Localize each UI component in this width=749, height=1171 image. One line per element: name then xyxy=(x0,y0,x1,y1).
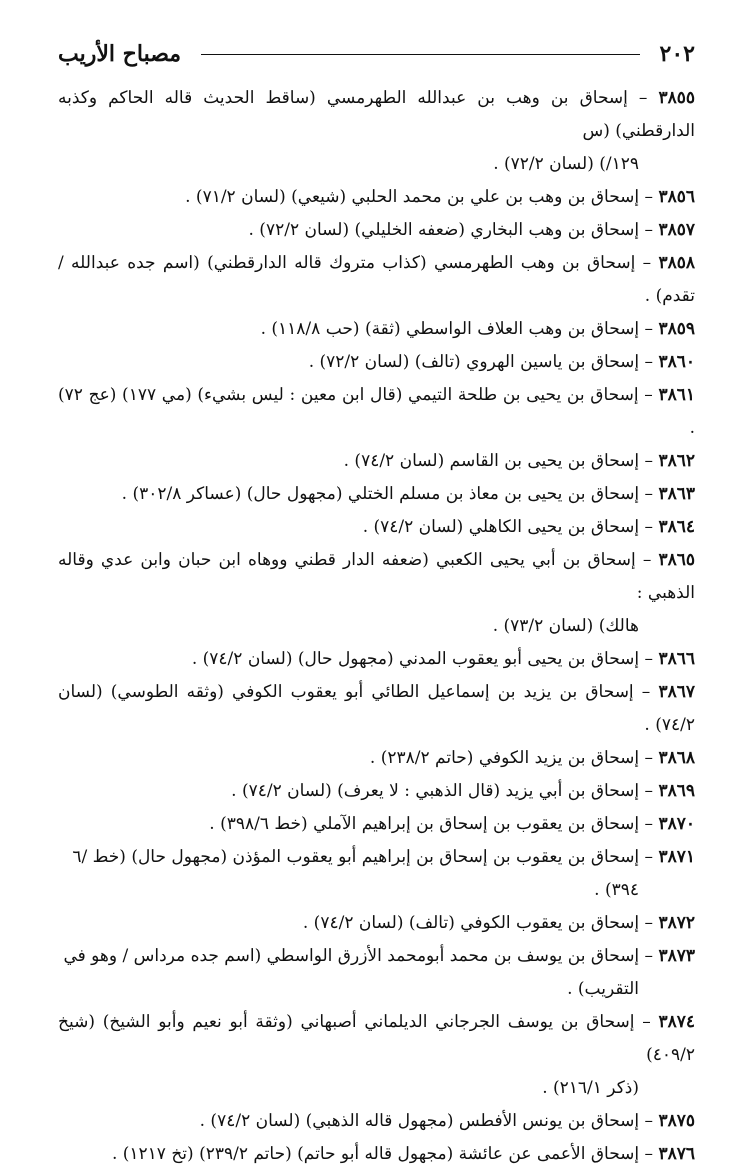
entry-item: ٣٨٥٥ – إسحاق بن وهب بن عبدالله الطهرمسي (ساقط الحديث قاله الحاكم وكذبه الدارقطني) (س ١٢٩/) (لسان ٧٢/٢) . xyxy=(58,82,695,181)
entry-text: إسحاق بن يعقوب الكوفي (تالف) (لسان ٧٤/٢) . xyxy=(302,913,640,933)
entry-text: إسحاق بن أبي يزيد (قال الذهبي : لا يعرف) (لسان ٧٤/٢) . xyxy=(231,781,640,801)
page-number: ٢٠٢ xyxy=(659,41,695,67)
header-rule xyxy=(201,54,639,55)
entry-text: إسحاق بن يعقوب بن إسحاق بن إبراهيم الآملي (خط ٣٩٨/٦) . xyxy=(209,814,640,834)
entry-text: إسحاق بن وهب البخاري (ضعفه الخليلي) (لسان ٧٢/٢) . xyxy=(248,220,640,240)
entry-item: ٣٨٥٩ – إسحاق بن وهب العلاف الواسطي (ثقة) (حب ١١٨/٨) . xyxy=(260,319,695,339)
entry-text: إسحاق بن يحيى بن معاذ بن مسلم الختلي (مجهول حال) (عساكر ٣٠٢/٨) . xyxy=(121,484,640,504)
entry-item: ٣٨٦٩ – إسحاق بن أبي يزيد (قال الذهبي : لا يعرف) (لسان ٧٤/٢) . xyxy=(231,781,695,801)
entry-number: ٣٨٦٣ xyxy=(658,484,695,504)
entry-item: ٣٨٦٦ – إسحاق بن يحيى أبو يعقوب المدني (مجهول حال) (لسان ٧٤/٢) . xyxy=(191,649,695,669)
entry-text: إسحاق بن يحيى أبو يعقوب المدني (مجهول حال) (لسان ٧٤/٢) . xyxy=(191,649,640,669)
entry-item: ٣٨٦٨ – إسحاق بن يزيد الكوفي (حاتم ٢٣٨/٢) . xyxy=(369,748,695,768)
entry-number: ٣٨٦٠ xyxy=(658,352,695,372)
entry-item: ٣٨٧٢ – إسحاق بن يعقوب الكوفي (تالف) (لسان ٧٤/٢) . xyxy=(302,913,695,933)
entry-item: ٣٨٥٨ – إسحاق بن وهب الطهرمسي (كذاب متروك قاله الدارقطني) (اسم جده عبدالله / تقدم) . xyxy=(58,253,695,306)
entry-number: ٣٨٧١ xyxy=(658,847,695,867)
entry-number: ٣٨٥٦ xyxy=(658,187,695,207)
entry-number: ٣٨٥٩ xyxy=(658,319,695,339)
entry-number: ٣٨٦٥ xyxy=(658,550,695,570)
entry-number: ٣٨٦٩ xyxy=(658,781,695,801)
entry-number: ٣٨٧٠ xyxy=(658,814,695,834)
entry-continuation: التقريب) . xyxy=(567,979,639,999)
entry-text: إسحاق بن ياسين الهروي (تالف) (لسان ٧٢/٢) . xyxy=(308,352,640,372)
entry-item: ٣٨٧٠ – إسحاق بن يعقوب بن إسحاق بن إبراهيم الآملي (خط ٣٩٨/٦) . xyxy=(209,814,695,834)
entry-item: ٣٨٧٦ – إسحاق الأعمى عن عائشة (مجهول قاله أبو حاتم) (حاتم ٢٣٩/٢) (تخ ١٢١٧) . xyxy=(111,1144,695,1164)
entry-text: إسحاق بن وهب بن علي بن محمد الحلبي (شيعي) (لسان ٧١/٢) . xyxy=(185,187,640,207)
entry-number: ٣٨٦١ xyxy=(658,385,695,405)
entry-text: إسحاق بن وهب بن عبدالله الطهرمسي (ساقط الحديث قاله الحاكم وكذبه الدارقطني) (س xyxy=(58,88,695,141)
entry-continuation: هالك) (لسان ٧٣/٢) . xyxy=(492,616,639,636)
entry-item: ٣٨٦٥ – إسحاق بن أبي يحيى الكعبي (ضعفه الدار قطني ووهاه ابن حبان وابن عدي وقاله الذهبي : هالك) (لسان ٧٣/٢) . xyxy=(58,544,695,643)
entry-item: ٣٨٧٤ – إسحاق بن يوسف الجرجاني الديلماني أصبهاني (وثقة أبو نعيم وأبو الشيخ) (شيخ ٤٠٩/٢) (ذكر ٢١٦/١) . xyxy=(58,1006,695,1105)
entry-number: ٣٨٦٤ xyxy=(658,517,695,537)
entry-continuation: ٣٩٤) . xyxy=(594,880,639,900)
entry-list xyxy=(58,82,695,1171)
entry-text: إسحاق بن يحيى بن القاسم (لسان ٧٤/٢) . xyxy=(343,451,640,471)
book-title: مصباح الأريب xyxy=(58,41,182,67)
entry-continuation: (ذكر ٢١٦/١) . xyxy=(542,1078,639,1098)
entry-item: ٣٨٦٧ – إسحاق بن يزيد بن إسماعيل الطائي أبو يعقوب الكوفي (وثقه الطوسي) (لسان ٧٤/٢) . xyxy=(58,682,695,735)
page-header xyxy=(58,34,695,74)
entry-item: ٣٨٦٠ – إسحاق بن ياسين الهروي (تالف) (لسان ٧٢/٢) . xyxy=(308,352,695,372)
entry-number: ٣٨٦٢ xyxy=(658,451,695,471)
entry-text: إسحاق بن يزيد الكوفي (حاتم ٢٣٨/٢) . xyxy=(369,748,640,768)
entry-text: إسحاق بن أبي يحيى الكعبي (ضعفه الدار قطني ووهاه ابن حبان وابن عدي وقاله الذهبي : xyxy=(58,550,695,603)
entry-text: إسحاق بن يحيى الكاهلي (لسان ٧٤/٢) . xyxy=(362,517,640,537)
entry-number: ٣٨٦٧ xyxy=(658,682,695,702)
entry-text: إسحاق بن يزيد بن إسماعيل الطائي أبو يعقوب الكوفي (وثقه الطوسي) (لسان ٧٤/٢) . xyxy=(58,682,695,735)
entry-text: إسحاق بن يوسف بن محمد أبومحمد الأزرق الواسطي (اسم جده مرداس / وهو في xyxy=(63,946,640,966)
entry-item: ٣٨٧٥ – إسحاق بن يونس الأفطس (مجهول قاله الذهبي) (لسان ٧٤/٢) . xyxy=(199,1111,695,1131)
entry-text: إسحاق بن يونس الأفطس (مجهول قاله الذهبي) (لسان ٧٤/٢) . xyxy=(199,1111,640,1131)
entry-number: ٣٨٦٦ xyxy=(658,649,695,669)
entry-text: إسحاق بن وهب العلاف الواسطي (ثقة) (حب ١١٨/٨) . xyxy=(260,319,640,339)
entry-number: ٣٨٥٨ xyxy=(658,253,695,273)
entry-number: ٣٨٧٦ xyxy=(658,1144,695,1164)
entry-number: ٣٨٧٥ xyxy=(658,1111,695,1131)
entry-number: ٣٨٧٤ xyxy=(658,1012,695,1032)
entry-item: ٣٨٥٦ – إسحاق بن وهب بن علي بن محمد الحلبي (شيعي) (لسان ٧١/٢) . xyxy=(185,187,695,207)
entry-item: ٣٨٧٣ – إسحاق بن يوسف بن محمد أبومحمد الأزرق الواسطي (اسم جده مرداس / وهو في التقريب) . xyxy=(58,940,695,1006)
entry-text: إسحاق بن يحيى بن طلحة التيمي (قال ابن معين : ليس بشيء) (مي ١٧٧) (عج ٧٢) . xyxy=(58,385,695,438)
entry-number: ٣٨٦٨ xyxy=(658,748,695,768)
entry-item: ٣٨٦١ – إسحاق بن يحيى بن طلحة التيمي (قال ابن معين : ليس بشيء) (مي ١٧٧) (عج ٧٢) . xyxy=(58,385,695,438)
entry-number: ٣٨٥٥ xyxy=(658,88,695,108)
entry-text: إسحاق بن يعقوب بن إسحاق بن إبراهيم أبو يعقوب المؤذن (مجهول حال) (خط /٦ xyxy=(72,847,640,867)
entry-continuation: ١٢٩/) (لسان ٧٢/٢) . xyxy=(493,154,639,174)
entry-text: إسحاق الأعمى عن عائشة (مجهول قاله أبو حاتم) (حاتم ٢٣٩/٢) (تخ ١٢١٧) . xyxy=(111,1144,640,1164)
entry-text: إسحاق بن يوسف الجرجاني الديلماني أصبهاني (وثقة أبو نعيم وأبو الشيخ) (شيخ ٤٠٩/٢) xyxy=(58,1012,695,1065)
entry-item: ٣٨٧١ – إسحاق بن يعقوب بن إسحاق بن إبراهيم أبو يعقوب المؤذن (مجهول حال) (خط /٦ ٣٩٤) . xyxy=(58,841,695,907)
entry-number: ٣٨٥٧ xyxy=(658,220,695,240)
entry-text: إسحاق بن وهب الطهرمسي (كذاب متروك قاله الدارقطني) (اسم جده عبدالله / تقدم) . xyxy=(58,253,695,306)
entry-number: ٣٨٧٣ xyxy=(658,946,695,966)
entry-item: ٣٨٥٧ – إسحاق بن وهب البخاري (ضعفه الخليلي) (لسان ٧٢/٢) . xyxy=(248,220,695,240)
entry-item: ٣٨٦٤ – إسحاق بن يحيى الكاهلي (لسان ٧٤/٢) . xyxy=(362,517,695,537)
entry-item: ٣٨٦٢ – إسحاق بن يحيى بن القاسم (لسان ٧٤/٢) . xyxy=(343,451,695,471)
entry-number: ٣٨٧٢ xyxy=(658,913,695,933)
entry-item: ٣٨٦٣ – إسحاق بن يحيى بن معاذ بن مسلم الختلي (مجهول حال) (عساكر ٣٠٢/٨) . xyxy=(121,484,695,504)
